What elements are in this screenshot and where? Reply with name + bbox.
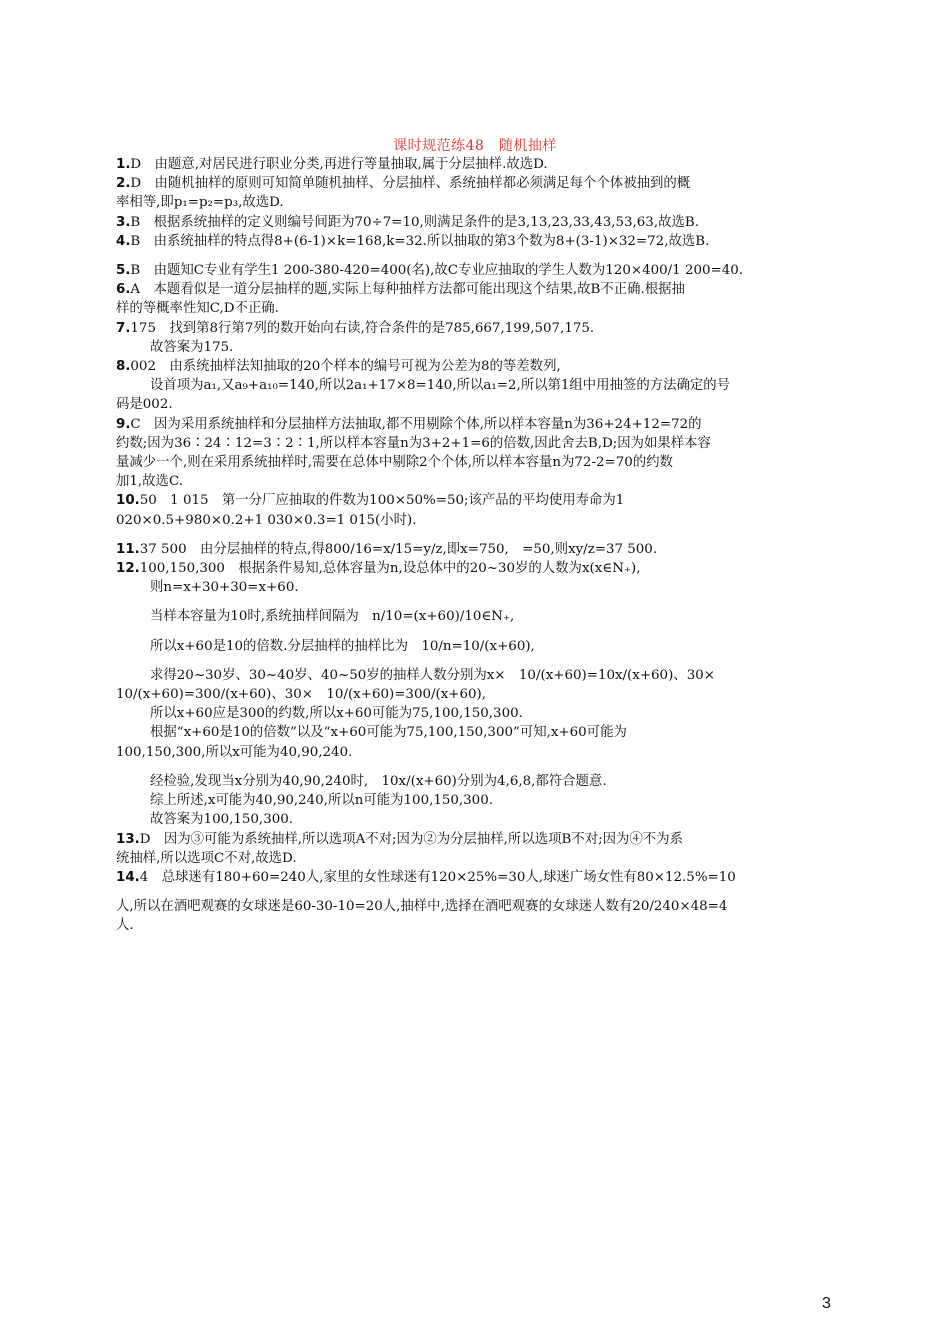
answer-line: 故答案为100,150,300. [150,812,294,828]
answer-line: 加1,故选C. [116,474,183,490]
answer-line: 6.A 本题看似是一道分层抽样的题,实际上每种抽样方法都可能出现这个结果,故B不正确.根据抽 [116,282,685,298]
page-title: 课时规范练48 随机抽样 [393,138,557,154]
answer-line: 码是002. [116,397,173,413]
answer-line: 人. [116,918,134,934]
answer-line: 所以x+60是10的倍数.分层抽样的抽样比为 10/n=10/(x+60), [150,638,535,654]
answer-line: 4.B 由系统抽样的特点得8+(6-1)×k=168,k=32.所以抽取的第3个数为8+(3-1)×32=72,故选B. [116,233,710,249]
answer-list [116,155,836,936]
answer-line: 人,所以在酒吧观赛的女球迷是60-30-10=20人,抽样中,选择在酒吧观赛的女球迷人数有20/240×48=4 [116,899,728,915]
answer-line: 13.D 因为③可能为系统抽样,所以选项A不对;因为②为分层抽样,所以选项B不对;因为④不为系 [116,831,683,847]
answer-line: 1.D 由题意,对居民进行职业分类,再进行等量抽取,属于分层抽样.故选D. [116,157,548,172]
answer-line: 2.D 由随机抽样的原则可知简单随机抽样、分层抽样、系统抽样都必须满足每个个体被抽到的概 [116,176,691,192]
answer-line: 所以x+60应是300的约数,所以x+60可能为75,100,150,300. [150,706,523,722]
answer-line: 9.C 因为采用系统抽样和分层抽样方法抽取,都不用剔除个体,所以样本容量n为36+24+12=72的 [116,416,702,432]
answer-line: 故答案为175. [150,339,234,355]
answer-line: 5.B 由题知C专业有学生1 200-380-420=400(名),故C专业应抽取的学生人数为120×400/1 200=40. [116,263,744,279]
answer-line: 10/(x+60)=300/(x+60)、30× 10/(x+60)=300/(x+60), [116,687,487,703]
answer-line: 约数;因为36∶24∶12=3∶2∶1,所以样本容量n为3+2+1=6的倍数,因此舍去B,D;因为如果样本容 [116,435,711,451]
answer-line: 100,150,300,所以x可能为40,90,240. [116,744,353,760]
answer-line: 率相等,即p₁=p₂=p₃,故选D. [116,195,284,211]
answer-line: 12.100,150,300 根据条件易知,总体容量为n,设总体中的20~30岁的人数为x(x∈N₊), [116,561,641,577]
answer-line: 则n=x+30+30=x+60. [150,580,299,596]
page-number: 3 [822,1295,831,1312]
answer-line: 量减少一个,则在采用系统抽样时,需要在总体中剔除2个个体,所以样本容量n为72-2=70的约数 [116,455,673,471]
answer-line: 8.002 由系统抽样法知抽取的20个样本的编号可视为公差为8的等差数列, [116,359,561,375]
answer-line: 7.175 找到第8行第7列的数开始向右读,符合条件的是785,667,199,507,175. [116,320,595,336]
answer-line: 当样本容量为10时,系统抽样间隔为 n/10=(x+60)/10∈N₊, [150,609,515,625]
answer-line: 10.50 1 015 第一分厂应抽取的件数为100×50%=50;该产品的平均使用寿命为1 [116,493,625,509]
answer-line: 经检验,发现当x分别为40,90,240时, 10x/(x+60)分别为4,6,8,都符合题意. [150,773,607,789]
answer-line: 根据“x+60是10的倍数”以及“x+60可能为75,100,150,300”可知,x+60可能为 [150,725,627,741]
answer-line: 3.B 根据系统抽样的定义则编号间距为70÷7=10,则满足条件的是3,13,23,33,43,53,63,故选B. [116,214,699,230]
answer-line: 11.37 500 由分层抽样的特点,得800/16=x/15=y/z,即x=750, =50,则xy/z=37 500. [116,541,658,557]
answer-line: 综上所述,x可能为40,90,240,所以n可能为100,150,300. [150,793,493,809]
answer-line: 14.4 总球迷有180+60=240人,家里的女性球迷有120×25%=30人,球迷广场女性有80×12.5%=10 [116,869,736,885]
answer-line: 设首项为a₁,又a₉+a₁₀=140,所以2a₁+17×8=140,所以a₁=2,所以第1组中用抽签的方法确定的号 [150,378,731,394]
answer-line: 统抽样,所以选项C不对,故选D. [116,850,297,866]
answer-line: 求得20~30岁、30~40岁、40~50岁的抽样人数分别为x× 10/(x+60)=10x/(x+60)、30× [150,667,715,683]
answer-line: 020×0.5+980×0.2+1 030×0.3=1 015(小时). [116,512,417,528]
answer-line: 样的等概率性知C,D不正确. [116,301,279,317]
